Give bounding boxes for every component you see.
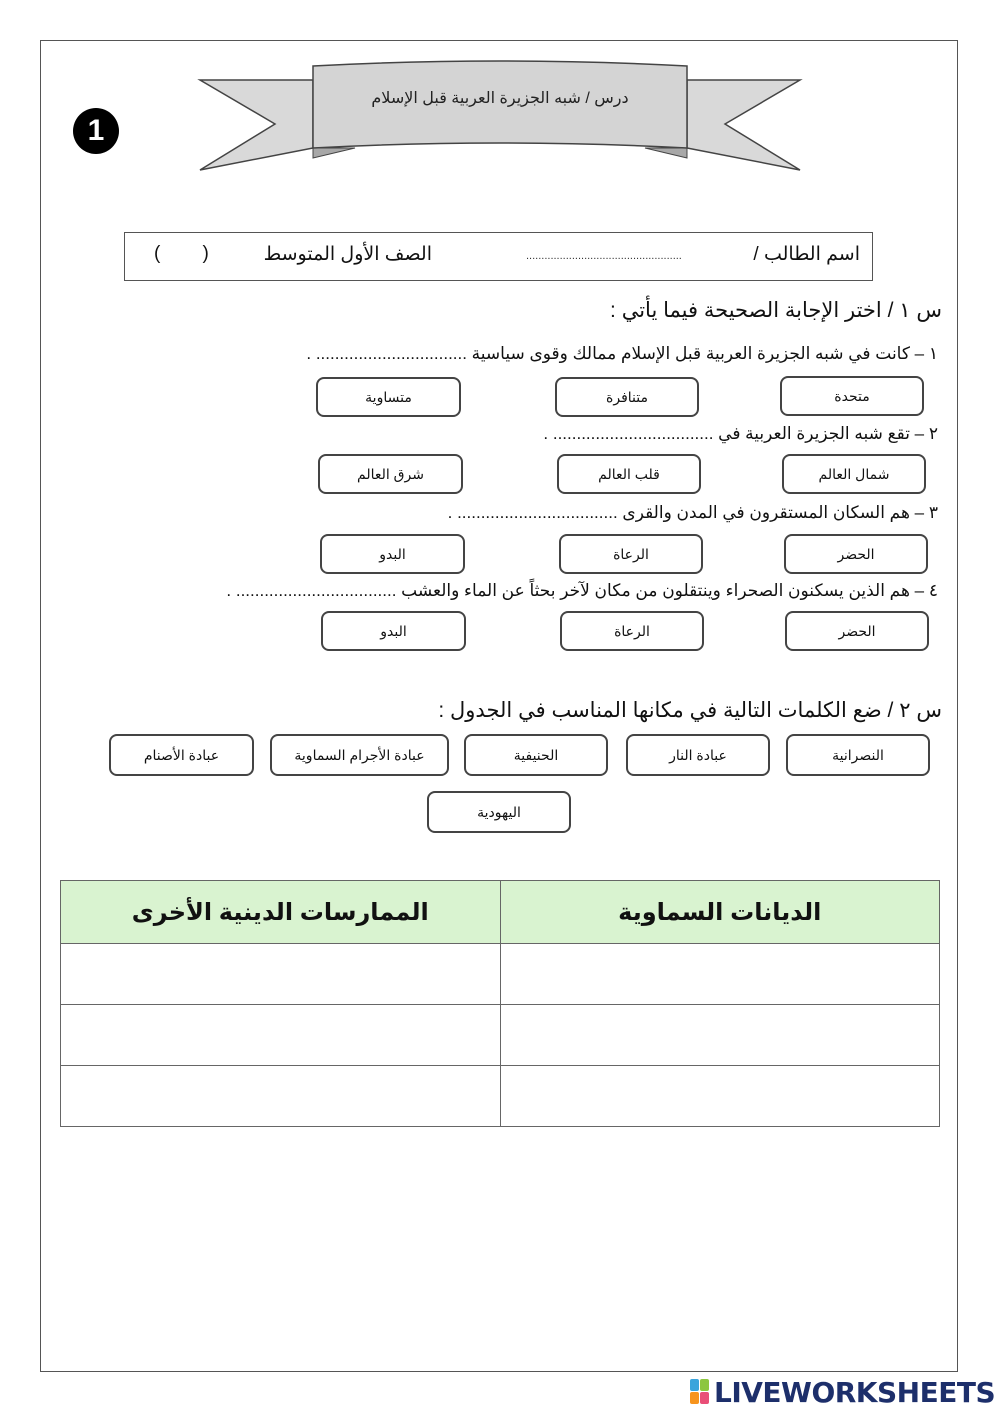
question2-title: س ٢ / ضع الكلمات التالية في مكانها المناسب في الجدول :: [438, 699, 942, 722]
table-row: [61, 1005, 940, 1066]
banner-left-tail: [200, 80, 313, 170]
table-row: [61, 1066, 940, 1127]
table-row: [61, 944, 940, 1005]
liveworksheets-logo-text: LIVEWORKSHEETS: [714, 1375, 996, 1409]
word-card-4[interactable]: عبادة الأجرام السماوية: [270, 734, 449, 776]
q1-item4-text: ٤ – هم الذين يسكنون الصحراء وينتقلون من مكان لآخر بحثاً عن الماء والعشب .................................. .: [226, 581, 938, 600]
q1-item3-option1[interactable]: الحضر: [784, 534, 928, 574]
q1-item1-text: ١ – كانت في شبه الجزيرة العربية قبل الإسلام ممالك وقوى سياسية ................................ .: [306, 344, 938, 363]
drop-cell[interactable]: [61, 1005, 501, 1066]
word-card-5[interactable]: عبادة الأصنام: [109, 734, 254, 776]
question1-title: س ١ / اختر الإجابة الصحيحة فيما يأتي :: [610, 299, 942, 322]
banner-right-tail: [687, 80, 800, 170]
drop-cell[interactable]: [61, 1066, 501, 1127]
q1-item1-option3[interactable]: متساوية: [316, 377, 461, 417]
student-name-label: اسم الطالب /: [753, 244, 860, 265]
classification-table: [60, 880, 940, 1127]
q1-item3-option2[interactable]: الرعاة: [559, 534, 703, 574]
liveworksheets-logo-icon: [690, 1379, 710, 1405]
title-banner: [195, 58, 805, 176]
grade-label: الصف الأول المتوسط: [263, 244, 432, 265]
word-card-3[interactable]: الحنيفية: [464, 734, 608, 776]
q1-item4-option2[interactable]: الرعاة: [560, 611, 704, 651]
drop-cell[interactable]: [500, 944, 940, 1005]
q1-item2-option2[interactable]: قلب العالم: [557, 454, 701, 494]
q1-item1-option1[interactable]: متحدة: [780, 376, 924, 416]
word-card-1[interactable]: النصرانية: [786, 734, 930, 776]
liveworksheets-logo[interactable]: [690, 1374, 995, 1410]
table-header-heavenly-religions: الديانات السماوية: [500, 881, 940, 944]
word-card-2[interactable]: عبادة النار: [626, 734, 770, 776]
q1-item4-option1[interactable]: الحضر: [785, 611, 929, 651]
word-card-6[interactable]: اليهودية: [427, 791, 571, 833]
q1-item1-option2[interactable]: متنافرة: [555, 377, 699, 417]
drop-cell[interactable]: [500, 1066, 940, 1127]
q1-item2-option1[interactable]: شمال العالم: [782, 454, 926, 494]
q1-item4-option3[interactable]: البدو: [321, 611, 466, 651]
student-name-blank[interactable]: ...................................................: [526, 250, 682, 262]
drop-cell[interactable]: [500, 1005, 940, 1066]
table-header-other-practices: الممارسات الدينية الأخرى: [61, 881, 501, 944]
q1-item2-text: ٢ – تقع شبه الجزيرة العربية في .................................. .: [543, 424, 938, 443]
drop-cell[interactable]: [61, 944, 501, 1005]
q1-item2-option3[interactable]: شرق العالم: [318, 454, 463, 494]
q1-item3-option3[interactable]: البدو: [320, 534, 465, 574]
lesson-title: درس / شبه الجزيرة العربية قبل الإسلام: [371, 90, 629, 107]
q1-item3-text: ٣ – هم السكان المستقرون في المدن والقرى .................................. .: [447, 503, 938, 522]
page-number-badge: 1: [73, 108, 119, 154]
grade-section-blank[interactable]: ( ): [154, 243, 209, 264]
